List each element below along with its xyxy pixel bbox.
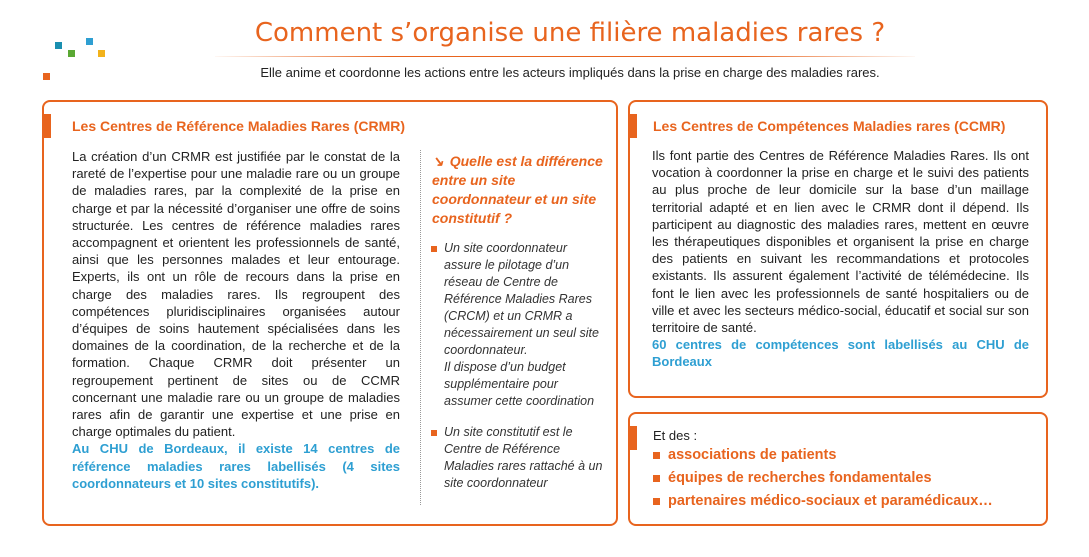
ccmr-highlight: 60 centres de compétences sont labellisés au CHU de Bordeaux [652, 337, 1029, 370]
bullet-icon [431, 246, 437, 252]
logo-square-green [68, 50, 75, 57]
bullet-icon [431, 430, 437, 436]
others-header-bar [628, 426, 637, 450]
list-item: partenaires médico-sociaux et paramédicaux… [653, 490, 993, 513]
sidebar-item-text: Un site coordonnateur assure le pilotage d’un réseau de Centre de Référence Maladies Rares (CRCM) et un CRMR a nécessairement un seul site coordonnateur. [444, 241, 599, 357]
list-item: associations de patients [653, 444, 993, 467]
crmr-text [72, 148, 400, 492]
ccmr-title: Les Centres de Compétences Maladies rares (CCMR) [653, 118, 1006, 134]
crmr-paragraph: La création d’un CRMR est justifiée par le constat de la rareté de l’expertise pour une maladie rare ou un groupe de maladies rares, par la complexité de la prise en charge et par la nécessité d’organiser une offre de soins structurée. Les centres de référence maladies rares accompagnent et orientent les professionnels de santé, ainsi que les personnes malades et leur entourage. Experts, ils ont un rôle de recours dans la prise en charge des maladies rares. Ils regroupent des compétences pluridisciplinaires organisées autour d’équipes de soins hautement spécialisées dans les domaines de la coordination, de la recherche et de la formation. Chaque CRMR doit présenter un regroupement pertinent de sites ou de CCMR concernant une maladie rare ou un groupe de maladies rares afin de garantir une expertise et une prise en charge optimales du patient. [72, 149, 400, 440]
ccmr-paragraph: Ils font partie des Centres de Référence Maladies Rares. Ils ont vocation à coordonner la prise en charge et le suivi des patients au plus proche de leur domicile sur la base d’un maillage territorial adapté et en lien avec le CRMR dont il dépend. Ils participent au diagnostic des maladies rares, mettent en œuvre les thérapeutiques disponibles et organisent la prise en charge des patients en suivant les recommandations et protocoles existants. Ils assurent également l’activité de télémédecine. Ils font le lien avec les professionnels de santé hospitaliers ou de ville et avec les secteurs médico-social, éducatif et social sur son territoire de santé. [652, 148, 1029, 336]
ccmr-header-bar [628, 114, 637, 138]
ccmr-text [652, 147, 1029, 371]
page-subtitle: Elle anime et coordonne les actions entre les acteurs impliqués dans la prise en charge des maladies rares. [260, 65, 880, 80]
logo-square-orange [43, 73, 50, 80]
title-divider [215, 56, 915, 57]
crmr-title: Les Centres de Référence Maladies Rares (CRMR) [72, 118, 406, 134]
arrow-icon: ↘ [432, 153, 444, 169]
logo-square-cyan [86, 38, 93, 45]
sidebar-question-text: Quelle est la différence entre un site coordonnateur et un site constitutif ? [432, 153, 603, 226]
logo-square-teal [55, 42, 62, 49]
page-title: Comment s’organise une filière maladies rares ? [254, 18, 886, 48]
sidebar-question [432, 152, 604, 228]
logo-square-yellow [98, 50, 105, 57]
others-intro: Et des : [653, 428, 698, 443]
sidebar-item-extra: Il dispose d’un budget supplémentaire pour assumer cette coordination [444, 360, 595, 408]
sidebar-item [432, 424, 604, 492]
bullet-icon [653, 498, 660, 505]
sidebar-item-text: Un site constitutif est le Centre de Référence Maladies rares rattaché à un site coordonnateur [444, 425, 603, 490]
crmr-highlight: Au CHU de Bordeaux, il existe 14 centres de référence maladies rares labellisés (4 sites coordonnateurs et 10 sites constitutifs). [72, 441, 400, 491]
sidebar [432, 152, 604, 492]
list-item: équipes de recherches fondamentales [653, 467, 993, 490]
sidebar-divider [420, 150, 421, 505]
others-list [653, 444, 993, 513]
crmr-header-bar [42, 114, 51, 138]
sidebar-item [432, 240, 604, 410]
bullet-icon [653, 475, 660, 482]
bullet-icon [653, 452, 660, 459]
others-panel [628, 412, 1048, 526]
